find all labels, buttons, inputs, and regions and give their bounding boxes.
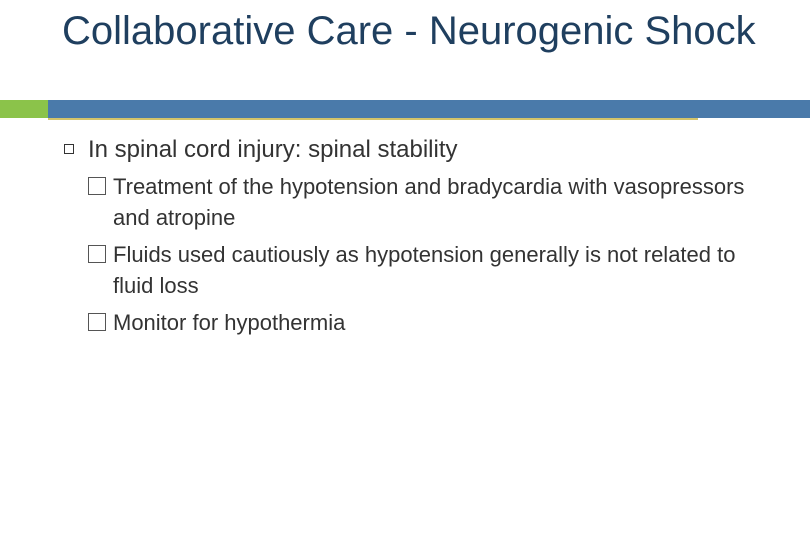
sub-bullet xyxy=(88,171,748,233)
sub-bullet xyxy=(88,307,748,338)
slide-title: Collaborative Care - Neurogenic Shock xyxy=(62,9,756,53)
square-bullet-icon xyxy=(88,245,106,263)
sub-bullet xyxy=(88,239,748,301)
sub-bullet-text: Fluids used cautiously as hypotension generally is not related to fluid loss xyxy=(113,242,736,298)
square-bullet-icon xyxy=(64,144,74,154)
bullet-text: In spinal cord injury: spinal stability xyxy=(88,136,458,163)
title-rule-gold xyxy=(48,118,698,120)
title-rule-green xyxy=(0,100,48,118)
square-bullet-icon xyxy=(88,313,106,331)
title-rule-blue xyxy=(48,100,698,118)
sub-bullet-text: Treatment of the hypotension and bradycardia with vasopressors and atropine xyxy=(113,174,745,230)
sub-bullet-text: Monitor for hypothermia xyxy=(113,310,346,335)
square-bullet-icon xyxy=(88,177,106,195)
title-rule-blue-right xyxy=(698,100,810,118)
